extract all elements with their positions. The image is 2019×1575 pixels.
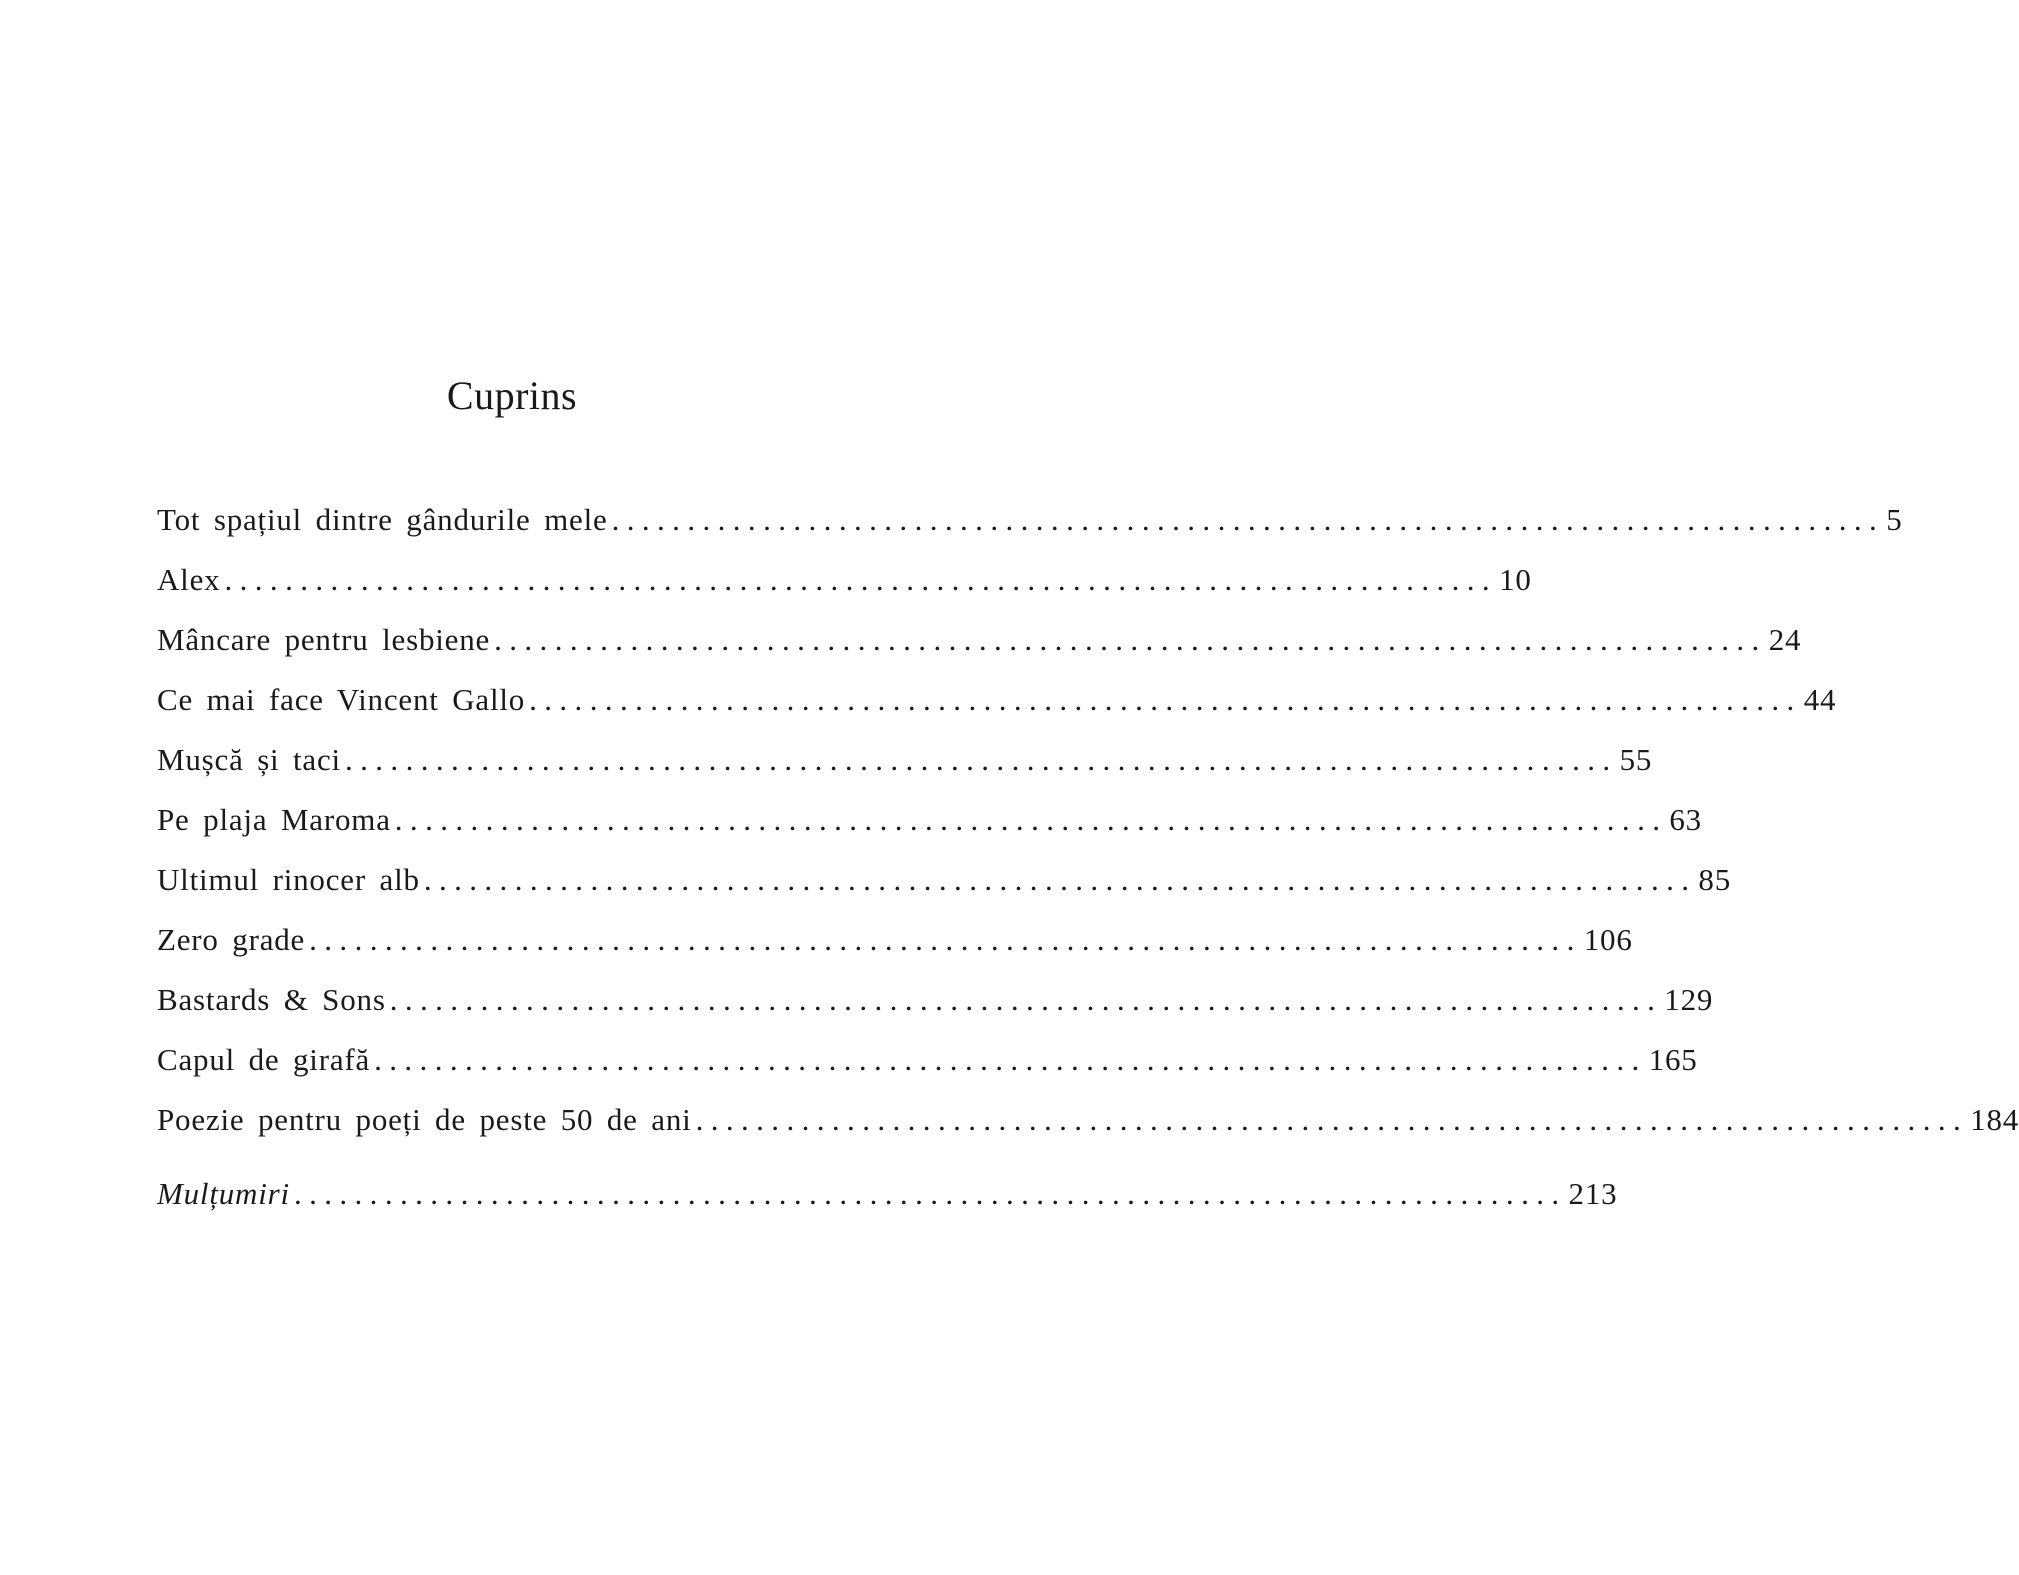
toc-entry[interactable] bbox=[157, 802, 1702, 862]
toc-entry[interactable] bbox=[157, 562, 1532, 622]
toc-entry-title: Alex bbox=[157, 562, 221, 597]
toc-entry-page: 184 bbox=[1970, 1102, 2019, 1137]
toc-entry-acknowledgements[interactable] bbox=[157, 1176, 1618, 1236]
table-of-contents bbox=[157, 502, 2019, 1236]
dot-leader: .................................................................................... bbox=[293, 1176, 1567, 1211]
toc-entry-title: Mâncare pentru lesbiene bbox=[157, 622, 491, 657]
toc-entry-page: 44 bbox=[1803, 682, 1837, 717]
toc-entry-title: Pe plaja Maroma bbox=[157, 802, 391, 837]
toc-entry[interactable] bbox=[157, 622, 1802, 682]
toc-entry-page: 106 bbox=[1583, 922, 1633, 957]
toc-entry[interactable] bbox=[157, 502, 1903, 562]
dot-leader: .................................................................................... bbox=[611, 502, 1885, 537]
toc-entry-title: Capul de girafă bbox=[157, 1042, 371, 1077]
toc-entry-page: 10 bbox=[1499, 562, 1532, 597]
toc-entry-page: 85 bbox=[1698, 862, 1732, 897]
toc-entry-page: 165 bbox=[1648, 1042, 1698, 1077]
dot-leader: .................................................................................... bbox=[374, 1042, 1647, 1077]
toc-entry-page: 5 bbox=[1886, 502, 1903, 537]
toc-entry-title: Tot spațiul dintre gândurile mele bbox=[157, 502, 608, 537]
toc-entry-title: Ultimul rinocer alb bbox=[157, 862, 420, 897]
toc-entry-title: Bastards & Sons bbox=[157, 982, 386, 1017]
toc-entry[interactable] bbox=[157, 742, 1653, 802]
toc-entry-title: Ce mai face Vincent Gallo bbox=[157, 682, 526, 717]
dot-leader: .................................................................................... bbox=[389, 982, 1663, 1017]
dot-leader: .................................................................................... bbox=[695, 1102, 1969, 1137]
toc-entry[interactable] bbox=[157, 682, 1837, 742]
toc-entry-page: 24 bbox=[1768, 622, 1802, 657]
page-title: Cuprins bbox=[446, 373, 578, 418]
toc-entry-title: Mulțumiri bbox=[157, 1176, 290, 1211]
toc-entry-title: Poezie pentru poeți de peste 50 de ani bbox=[157, 1102, 692, 1137]
toc-entry-page: 55 bbox=[1619, 742, 1653, 777]
toc-entry-title: Zero grade bbox=[157, 922, 306, 957]
toc-entry[interactable] bbox=[157, 862, 1732, 922]
toc-entry-page: 63 bbox=[1669, 802, 1702, 837]
dot-leader: .................................................................................... bbox=[494, 622, 1767, 657]
dot-leader: .................................................................................... bbox=[529, 682, 1802, 717]
dot-leader: .................................................................................... bbox=[309, 922, 1582, 957]
dot-leader: .................................................................................... bbox=[344, 742, 1618, 777]
toc-entry-page: 129 bbox=[1664, 982, 1714, 1017]
toc-entry[interactable] bbox=[157, 922, 1633, 982]
dot-leader: .................................................................................... bbox=[423, 862, 1697, 897]
toc-entry[interactable] bbox=[157, 982, 1714, 1042]
toc-entry[interactable] bbox=[157, 1042, 1698, 1102]
toc-entry-title: Mușcă și taci bbox=[157, 742, 341, 777]
dot-leader: .................................................................................... bbox=[394, 802, 1668, 837]
toc-entry[interactable] bbox=[157, 1102, 2019, 1162]
dot-leader: .................................................................................... bbox=[224, 562, 1498, 597]
toc-entry-page: 213 bbox=[1568, 1176, 1618, 1211]
